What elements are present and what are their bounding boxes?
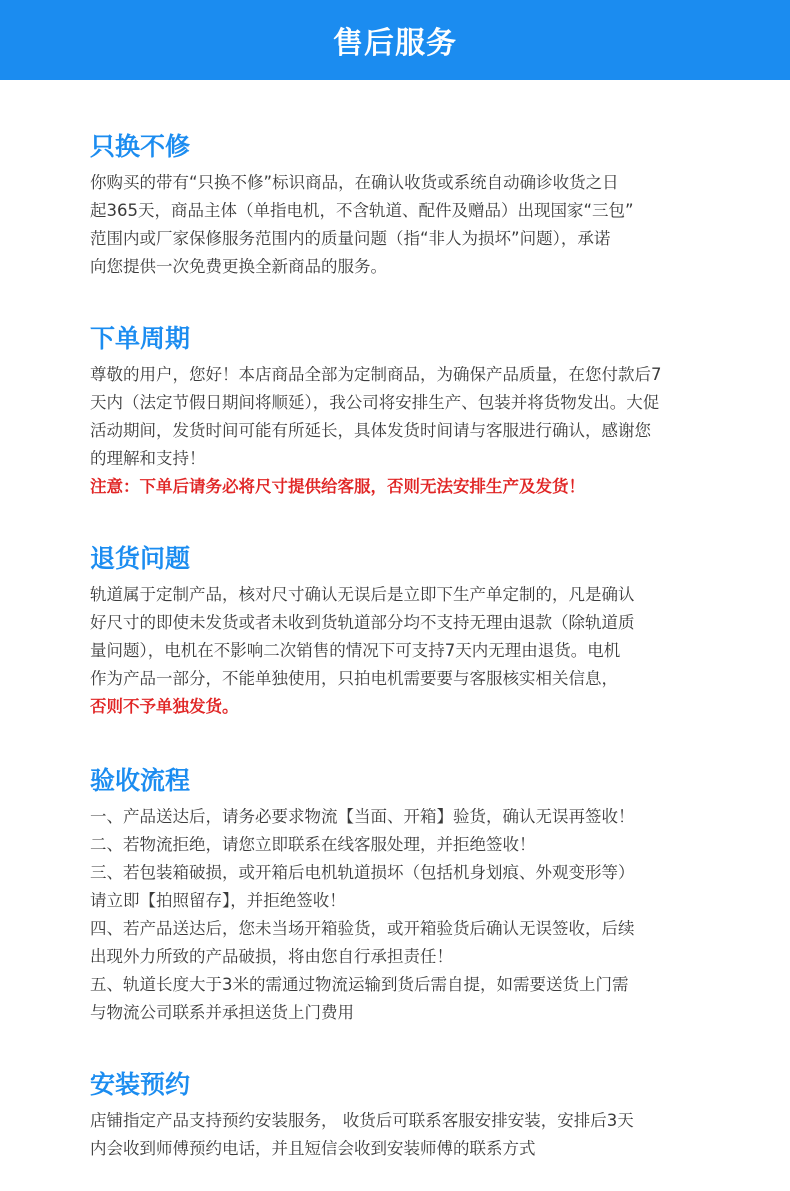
text-line: 的理解和支持！: [90, 449, 206, 468]
section-order-cycle: [90, 323, 696, 501]
section-installation-booking: [90, 1069, 696, 1163]
section-title: 安装预约: [90, 1070, 191, 1099]
page-title: 售后服务: [333, 26, 457, 61]
section-returns: [90, 543, 696, 721]
text-line: 向您提供一次免费更换全新商品的服务。: [90, 257, 387, 276]
section-body: [90, 581, 696, 721]
text-line: 范围内或厂家保修服务范围内的质量问题（指“非人为损坏”问题），承诺: [90, 229, 611, 248]
section-body: [90, 361, 696, 501]
text-line: 好尺寸的即使未发货或者未收到货轨道部分均不支持无理由退款（除轨道质: [90, 613, 635, 632]
section-inspection-process: [90, 765, 696, 1027]
section-body: [90, 169, 696, 281]
warning-note: 否则不予单独发货。: [90, 697, 239, 716]
text-line: 与物流公司联系并承担送货上门费用: [90, 1003, 354, 1022]
text-line: 你购买的带有“只换不修”标识商品，在确认收货或系统自动确诊收货之日: [90, 173, 619, 192]
section-exchange-only: [90, 131, 696, 281]
text-line: 作为产品一部分，不能单独使用，只拍电机需要要与客服核实相关信息，: [90, 669, 618, 688]
text-line: 内会收到师傅预约电话，并且短信会收到安装师傅的联系方式: [90, 1139, 536, 1158]
text-line: 三、若包装箱破损，或开箱后电机轨道损坏（包括机身划痕、外观变形等）: [90, 863, 635, 882]
section-title: 退货问题: [90, 544, 191, 573]
text-line: 量问题），电机在不影响二次销售的情况下可支持7天内无理由退货。电机: [90, 641, 621, 660]
text-line: 一、产品送达后，请务必要求物流【当面、开箱】验货，确认无误再签收！: [90, 807, 635, 826]
section-title: 下单周期: [90, 324, 191, 353]
section-body: [90, 1107, 696, 1163]
section-body: [90, 803, 696, 1027]
text-line: 五、轨道长度大于3米的需通过物流运输到货后需自提，如需要送货上门需: [90, 975, 629, 994]
text-line: 店铺指定产品支持预约安装服务， 收货后可联系客服安排安装，安排后3天: [90, 1111, 634, 1130]
text-line: 活动期间，发货时间可能有所延长，具体发货时间请与客服进行确认，感谢您: [90, 421, 651, 440]
section-title: 验收流程: [90, 766, 191, 795]
warning-note: 注意：下单后请务必将尺寸提供给客服，否则无法安排生产及发货！: [90, 477, 585, 496]
text-line: 四、若产品送达后，您未当场开箱验货，或开箱验货后确认无误签收，后续: [90, 919, 635, 938]
text-line: 请立即【拍照留存】，并拒绝签收！: [90, 891, 346, 910]
header-banner: [0, 0, 790, 80]
text-line: 二、若物流拒绝，请您立即联系在线客服处理，并拒绝签收！: [90, 835, 536, 854]
text-line: 尊敬的用户，您好！本店商品全部为定制商品，为确保产品质量，在您付款后7: [90, 365, 662, 384]
text-line: 轨道属于定制产品，核对尺寸确认无误后是立即下生产单定制的，凡是确认: [90, 585, 635, 604]
text-line: 起365天，商品主体（单指电机，不含轨道、配件及赠品）出现国家“三包”: [90, 201, 634, 220]
text-line: 天内（法定节假日期间将顺延），我公司将安排生产、包装并将货物发出。大促: [90, 393, 660, 412]
section-title: 只换不修: [90, 132, 191, 161]
text-line: 出现外力所致的产品破损，将由您自行承担责任！: [90, 947, 453, 966]
